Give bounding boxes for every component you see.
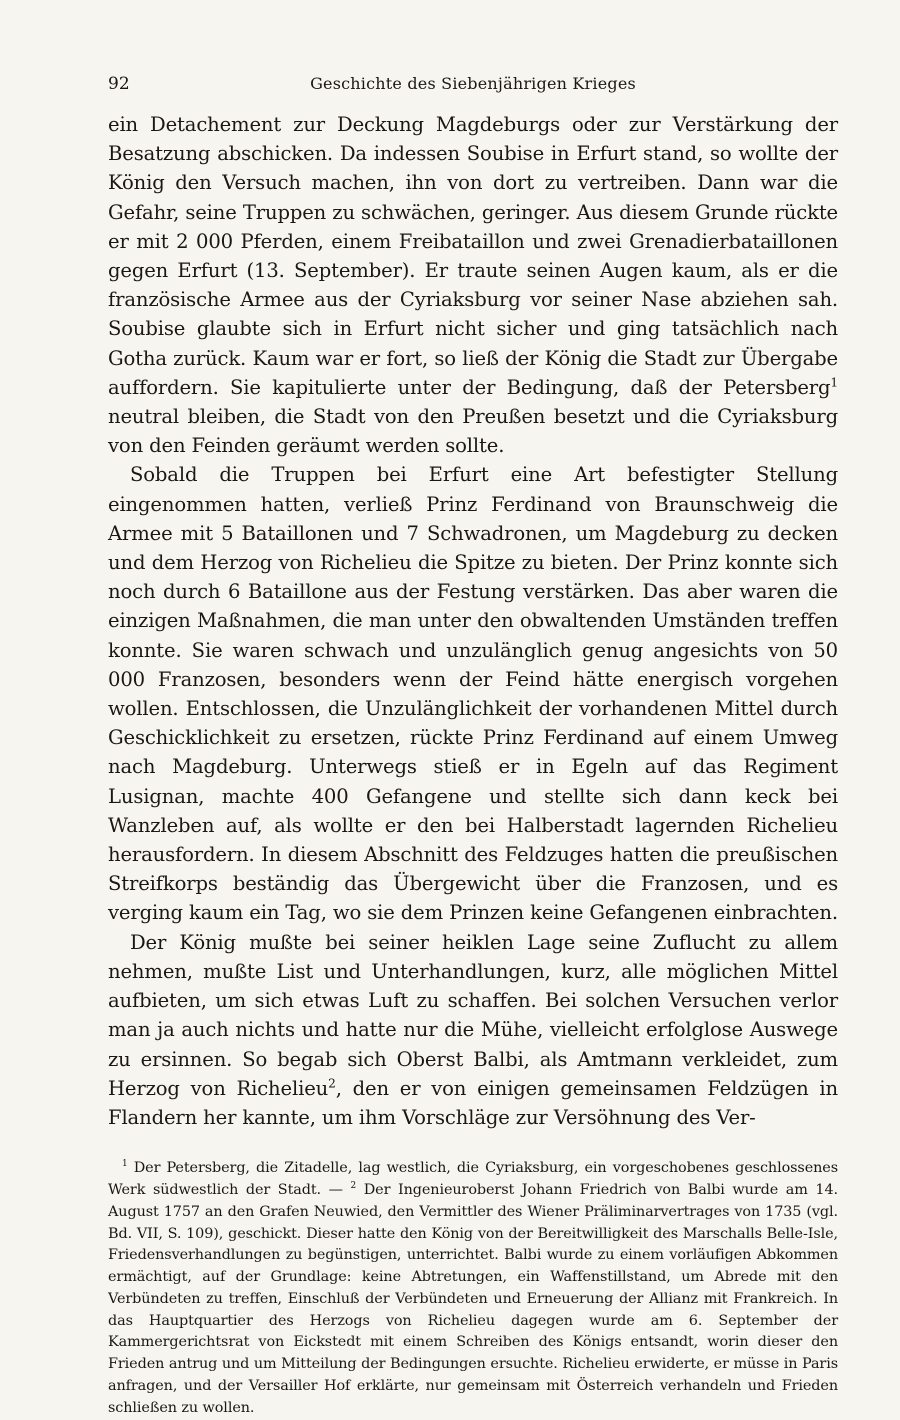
footnote-block [108, 1158, 838, 1420]
paragraph-3-text-a: Der König mußte bei seiner heiklen Lage seine Zuflucht zu allem nehmen, mußte List und Unterhandlungen, kurz, alle möglichen Mittel aufbieten, um sich etwas Luft zu schaffen. Bei solchen Versuchen verlor man ja auch nichts und hatte nur die Mühe, vielleicht erfolglose Auswege zu ersinnen. So begab sich Oberst Balbi, als Amtmann verkleidet, zum Herzog von Richelieu [108, 930, 838, 1100]
paragraph-1-text-b: neutral bleiben, die Stadt von den Preußen besetzt und die Cyriaksburg von den Feinden geräumt werden sollte. [108, 405, 838, 458]
footnote-2-text: Der Ingenieuroberst Johann Friedrich von Balbi wurde am 14. August 1757 an den Grafen Neuwied, den Vermittler des Wiener Präliminarvertrages von 1735 (vgl. Bd. VII, S. 109), geschickt. Dieser hatte den König von der Bereitwilligkeit des Marschalls Belle-Isle, Friedensverhandlungen zu begünstigen, unterrichtet. Balbi wurde zu einem vorläufigen Abkommen ermächtigt, auf der Grundlage: keine Abtretungen, ein Waffenstillstand, um Abrede mit den Verbündeten zu treffen, Einschluß der Verbündeten und Erneuerung der Allianz mit Frankreich. In das Hauptquartier des Herzogs von Richelieu dagegen wurde am 6. September der Kammergerichtsrat von Eickstedt mit einem Schreiben des Königs entsandt, worin dieser den Frieden antrug und um Mitteilung der Bedingungen ersuchte. Richelieu erwiderte, er müsse in Paris anfragen, und der Versailler Hof erklärte, nur gemeinsam mit Österreich verhandeln und Frieden schließen zu wollen. [108, 1181, 838, 1416]
footnote-ref-2: 2 [328, 1076, 336, 1091]
paragraph-3 [108, 928, 838, 1132]
page-number: 92 [108, 74, 130, 94]
running-head: Geschichte des Siebenjährigen Krieges [310, 74, 636, 93]
footnotes [108, 1158, 838, 1420]
paragraph-3-text-b: , den er von einigen gemeinsamen Feldzügen in Flandern her kannte, um ihm Vorschläge zur Versöhnung des Ver- [108, 1076, 839, 1129]
page-header [108, 70, 838, 110]
footnote-mark-1: 1 [122, 1159, 128, 1170]
body-text [108, 110, 838, 1132]
footnote-ref-1: 1 [830, 375, 838, 390]
footnote-1-text: Der Petersberg, die Zitadelle, lag westlich, die Cyriaksburg, ein vorgeschobenes geschlossenes Werk südwestlich der Stadt. — [108, 1160, 838, 1198]
paragraph-1-text-a: ein Detachement zur Deckung Magdeburgs oder zur Verstärkung der Besatzung abschicken. Da indessen Soubise in Erfurt stand, so wollte der König den Versuch machen, ihn von dort zu vertreiben. Dann war die Gefahr, seine Truppen zu schwächen, geringer. Aus diesem Grunde rückte er mit 2 000 Pferden, einem Freibataillon und zwei Grenadierbataillonen gegen Erfurt (13. September). Er traute seinen Augen kaum, als er die französische Armee aus der Cyriaksburg vor seiner Nase abziehen sah. Soubise glaubte sich in Erfurt nicht sicher und ging tatsächlich nach Gotha zurück. Kaum war er fort, so ließ der König die Stadt zur Übergabe auffordern. Sie kapitulierte unter der Bedingung, daß der Petersberg [108, 113, 838, 399]
book-page [108, 70, 838, 1420]
paragraph-2: Sobald die Truppen bei Erfurt eine Art befestigter Stellung eingenommen hatten, verließ Prinz Ferdinand von Braunschweig die Armee mit 5 Bataillonen und 7 Schwadronen, um Magdeburg zu decken und dem Herzog von Richelieu die Spitze zu bieten. Der Prinz konnte sich noch durch 6 Bataillone aus der Festung verstärken. Das aber waren die einzigen Maßnahmen, die man unter den obwaltenden Umständen treffen konnte. Sie waren schwach und unzulänglich genug angesichts von 50 000 Franzosen, besonders wenn der Feind hätte energisch vorgehen wollen. Entschlossen, die Unzulänglichkeit der vorhandenen Mittel durch Geschicklichkeit zu ersetzen, rückte Prinz Ferdinand auf einem Umweg nach Magdeburg. Unterwegs stieß er in Egeln auf das Regiment Lusignan, machte 400 Gefangene und stellte sich dann keck bei Wanzleben auf, als wollte er den bei Halberstadt lagernden Richelieu herausfordern. In diesem Abschnitt des Feldzuges hatten die preußischen Streifkorps beständig das Übergewicht über die Franzosen, und es verging kaum ein Tag, wo sie dem Prinzen keine Gefangenen einbrachten. [108, 463, 838, 925]
paragraph-1 [108, 110, 838, 460]
footnote-mark-2: 2 [350, 1181, 357, 1192]
